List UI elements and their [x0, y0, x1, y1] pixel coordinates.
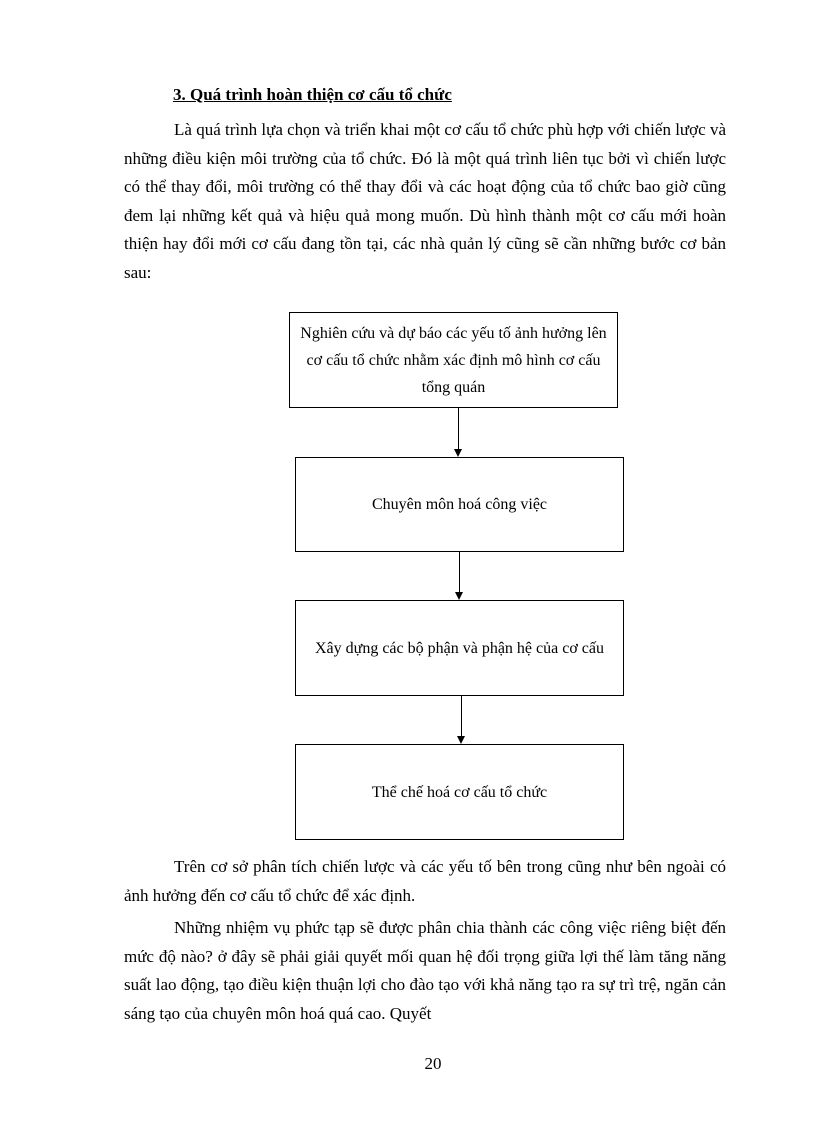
flow-arrow-down-icon — [454, 408, 464, 457]
flow-step-research: Nghiên cứu và dự báo các yếu tố ảnh hưởng lên cơ cấu tổ chức nhằm xác định mô hình cơ cấu tổng quán — [289, 312, 618, 408]
flow-arrow-down-icon — [455, 552, 465, 600]
tasks-paragraph: Những nhiệm vụ phức tạp sẽ được phân chia thành các công việc riêng biệt đến mức độ nào? ở đây sẽ phải giải quyết mối quan hệ đối trọng giữa lợi thế làm tăng năng suất lao động, tạo điều kiện thuận lợi cho đào tạo với khả năng tạo ra sự trì trệ, ngăn cản sáng tạo của chuyên môn hoá quá cao. Quyết — [124, 918, 726, 1023]
page-number: 20 — [424, 1054, 442, 1073]
flow-step-specialization: Chuyên môn hoá công việc — [295, 457, 624, 552]
section-heading: 3. Quá trình hoàn thiện cơ cấu tổ chức — [173, 85, 452, 104]
after-flow-paragraph: Trên cơ sở phân tích chiến lược và các yếu tố bên trong cũng như bên ngoài có ảnh hưởng đến cơ cấu tổ chức để xác định. — [124, 857, 726, 905]
flow-step-build-departments: Xây dựng các bộ phận và phận hệ của cơ cấu — [295, 600, 624, 696]
intro-paragraph: Là quá trình lựa chọn và triển khai một cơ cấu tổ chức phù hợp với chiến lược và những điều kiện môi trường của tổ chức. Đó là một quá trình liên tục bởi vì chiến lược có thể thay đổi, môi trường có thể thay đổi và các hoạt động của tổ chức bao giờ cũng đem lại những kết quả và hiệu quả mong muốn. Dù hình thành một cơ cấu mới hoàn thiện hay đổi mới cơ cấu đang tồn tại, các nhà quản lý cũng sẽ cần những bước cơ bản sau: — [124, 120, 726, 282]
flow-step-institutionalize: Thể chế hoá cơ cấu tổ chức — [295, 744, 624, 840]
flow-arrow-down-icon — [457, 696, 467, 744]
